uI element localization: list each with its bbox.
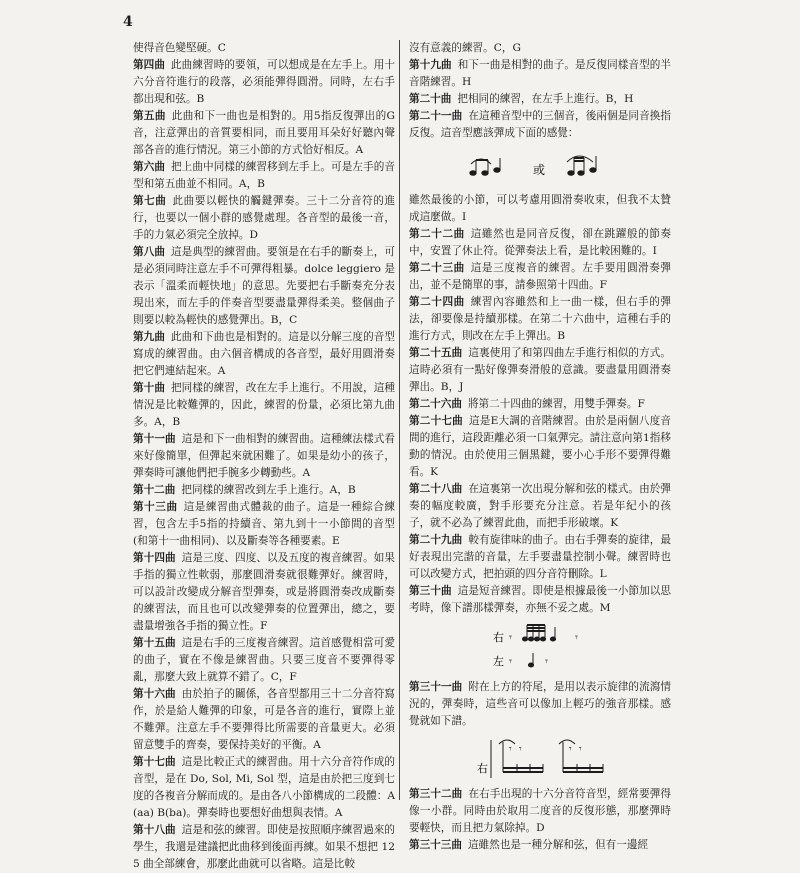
note-group-2 bbox=[567, 156, 596, 175]
column-divider bbox=[399, 40, 400, 800]
piece-number: 第二十三曲 bbox=[409, 262, 465, 274]
piece-number: 第四曲 bbox=[133, 59, 166, 71]
paragraph: 第十三曲 這是練習曲式體裁的曲子。這是一種綜合練習，包含左手5指的持續音、第九到十一小節間的音型(和第十一曲相同)、以及斷奏等各種要素。E bbox=[133, 501, 396, 547]
paragraph: 第八曲 這是典型的練習曲。要領是在右手的斷奏上，可是必須同時注意左手不可彈得粗暴。dolce leggiero 是表示「溫柔而輕快地」的意思。先要把右手斷奏充分表現出來，而左手的伴奏音型要盡量彈得柔美。整個曲子則要以較為輕快的感覺彈出。B，C bbox=[133, 246, 396, 326]
paragraph: 第四曲 此曲練習時的要領，可以想成是在左手上。用十六分音符進行的段落，必須能彈得圓滑。同時，左右手都出現和弦。B bbox=[133, 59, 396, 105]
paragraph: 第十一曲 這是和下一曲相對的練習曲。這種練法樣式看來好像簡單，但彈起來就困難了。如果是幼小的孩子，彈奏時可讓他們把手腕多少轉動些。A bbox=[133, 433, 396, 479]
piece-number: 第十五曲 bbox=[133, 637, 176, 649]
paragraph: 沒有意義的練習。C，G bbox=[409, 42, 521, 54]
paragraph: 第十五曲 這是右手的三度複音練習。這首感覺相當可愛的曲子，實在不像是練習曲。只要三度音不要彈得零亂，那麼大致上就算不錯了。C，F bbox=[133, 637, 396, 683]
page-number: 4 bbox=[123, 14, 133, 30]
piece-number: 第二十曲 bbox=[409, 93, 452, 105]
piece-number: 第十一曲 bbox=[133, 433, 176, 445]
paragraph: 第二十曲 把相同的練習，在左手上進行。B，H bbox=[409, 93, 634, 105]
piece-number: 第五曲 bbox=[133, 110, 166, 122]
svg-text:𝄾: 𝄾 bbox=[579, 744, 582, 755]
piece-number: 第二十八曲 bbox=[409, 483, 463, 495]
paragraph: 第二十一曲 在這種音型中的三個音，後兩個是同音換指反復。這音型應該彈成下面的感覺： bbox=[409, 110, 672, 139]
paragraph: 第三十一曲 附在上方的符尾，是用以表示旋律的流瀉情況的，彈奏時，這些音可以像加上輕巧的強音那樣。感覺就如下譜。 bbox=[409, 681, 672, 727]
left-hand-notes bbox=[509, 653, 548, 668]
paragraph: 第三十三曲 這雖然也是一種分解和弦，但有一邊經 bbox=[409, 839, 649, 851]
piece-number: 第二十一曲 bbox=[409, 110, 463, 122]
piece-number: 第七曲 bbox=[133, 195, 167, 207]
piece-number: 第十二曲 bbox=[133, 484, 176, 496]
paragraph: 第十七曲 這是比較正式的練習曲。用十六分音符作成的音型，是在 Do, Sol, Mi, Sol 型，這是由於把三度到七度的各複音分解而成的。是由各八小節構成的二段體：A(aa) B(ba)。彈奏時也要想好曲想與表情。A bbox=[133, 756, 396, 819]
piece-number: 第六曲 bbox=[133, 161, 166, 173]
paragraph: 第十二曲 把同樣的練習改到左手上進行。A，B bbox=[133, 484, 356, 496]
paragraph: 第十九曲 和下一曲是相對的曲子。是反復同樣音型的半音階練習。H bbox=[409, 59, 672, 88]
svg-text:𝄾: 𝄾 bbox=[509, 744, 512, 755]
piece-number: 第二十五曲 bbox=[409, 347, 463, 359]
piece-number: 第三十一曲 bbox=[409, 681, 463, 693]
paragraph: 第七曲 此曲要以輕快的觸鍵彈奏。三十二分音符的進行，也要以一個小群的感覺處理。各音型的最後一音，手的力氣必須完全放掉。D bbox=[133, 195, 396, 241]
piece-number: 第三十曲 bbox=[409, 585, 452, 597]
piece-number: 第十九曲 bbox=[409, 59, 452, 71]
paragraph: 第三十二曲 在右手出現的十六分音符音型，經常要彈得像一小群。同時由於取用二度音的反復形態，那麼彈時要輕快，而且把力氣除掉。D bbox=[409, 788, 672, 834]
paragraph: 第十曲 把同樣的練習，改在左手上進行。不用說，這種情況是比較難彈的，因此，練習的份量，必須比第九曲多。A，B bbox=[133, 382, 396, 428]
piece-number: 第二十七曲 bbox=[409, 415, 463, 427]
or-label: 或 bbox=[533, 163, 546, 177]
note-group-1 bbox=[470, 158, 500, 175]
rest-symbol: 𝄾 bbox=[545, 655, 548, 668]
piece-number: 第十四曲 bbox=[133, 552, 176, 564]
piece-number: 第十曲 bbox=[133, 382, 166, 394]
piece-number: 第三十三曲 bbox=[409, 839, 462, 851]
music-notation-figure bbox=[409, 734, 671, 780]
paragraph: 第二十六曲 將第二十四曲的練習，用雙手彈奏。F bbox=[409, 398, 645, 410]
rest-symbol: 𝄾 bbox=[575, 631, 578, 644]
right-hand-label: 右 bbox=[477, 762, 488, 775]
paragraph: 第二十九曲 較有旋律味的曲子。由右手彈奏的旋律，最好表現出完諧的音量，左手要盡量控制小聲。練習時也可以改變方式，把拍頭的四分音符刪除。L bbox=[409, 534, 672, 580]
music-example-repeated-notes bbox=[409, 146, 671, 186]
paragraph: 第十八曲 這是和弦的練習。即使是按照順序練習過來的學生，我還是建議把此曲移到後面再練。如果不想把 125 曲全部練會，那麼此曲就可以省略。這是比較 bbox=[133, 824, 396, 870]
piece-number: 第八曲 bbox=[133, 246, 166, 258]
music-notation-figure bbox=[409, 621, 671, 673]
paragraph: 第六曲 把上曲中同樣的練習移到左手上。可是左手的音型和第五曲並不相同。A，B bbox=[133, 161, 396, 190]
paragraph: 第十四曲 這是三度、四度、以及五度的複音練習。如果手指的獨立性軟弱，那麼圓滑奏就很難彈好。練習時，可以設計改變成分解音型彈奏，或是將圓滑奏改成斷奏的練習法，而且也可以改變彈奏的位置彈出，總之，要盡量增強各手指的獨立性。F bbox=[133, 552, 396, 632]
paragraph: 雖然最後的小節，可以考慮用圓滑奏收束，但我不太贊成這麼做。I bbox=[409, 194, 671, 223]
svg-text:𝄾: 𝄾 bbox=[569, 744, 572, 755]
paragraph: 第二十八曲 在這裏第一次出現分解和弦的樣式。由於彈奏的幅度較廣，對手形要充分注意。若是年紀小的孩子，就不必為了練習此曲，而把手形破壞。K bbox=[409, 483, 672, 529]
piece-number: 第十三曲 bbox=[133, 501, 178, 513]
left-column bbox=[133, 40, 395, 873]
right-column bbox=[409, 40, 671, 854]
svg-text:𝄾: 𝄾 bbox=[519, 744, 522, 755]
paragraph: 第二十三曲 這是三度複音的練習。左手要用圓滑奏彈出，並不是簡單的事，請參照第十四曲。F bbox=[409, 262, 672, 291]
piece-number: 第十七曲 bbox=[133, 756, 176, 768]
piece-number: 第二十二曲 bbox=[409, 228, 465, 240]
piece-number: 第二十九曲 bbox=[409, 534, 463, 546]
rest-symbol: 𝄾 bbox=[509, 655, 512, 668]
music-example-melody-stems bbox=[409, 734, 671, 780]
piece-number: 第十六曲 bbox=[133, 688, 176, 700]
paragraph: 第五曲 此曲和下一曲也是相對的。用5指反復彈出的G音，注意彈出的音質要相同，而且要用耳朵好好聽內聲部各音的進行情況。第三小節的方式恰好相反。A bbox=[133, 110, 396, 156]
paragraph: 第二十二曲 這雖然也是同音反復，卻在跳躍般的節奏中，安置了休止符。從彈奏法上看，是比較困難的。I bbox=[409, 228, 672, 257]
piece-number: 第九曲 bbox=[133, 331, 166, 343]
paragraph: 第九曲 此曲和下曲也是相對的。這是以分解三度的音型寫成的練習曲。由六個音構成的各音型，最好用圓滑奏把它們連結起來。A bbox=[133, 331, 396, 377]
left-hand-label: 左 bbox=[493, 655, 504, 668]
music-example-short-notes bbox=[409, 621, 671, 673]
right-hand-label: 右 bbox=[493, 631, 504, 644]
paragraph: 第二十七曲 這是E大調的音階練習。由於是兩個八度音間的進行，這段距離必須一口氣彈完。請注意向第1指移動的情況。由於使用三個黑鍵，要小心手形不要彈得難看。K bbox=[409, 415, 672, 478]
melody-notes bbox=[499, 740, 603, 772]
paragraph: 第三十曲 這是短音練習。即使是根據最後一小節加以思考時，像下譜那樣彈奏，亦無不妥之處。M bbox=[409, 585, 672, 614]
paragraph: 第十六曲 由於拍子的關係，各音型都用三十二分音符寫作，於是給人難彈的印象，可是各音的進行，實際上並不難彈。注意左手不要彈得比所需要的音量更大。必須留意雙手的齊奏，要保持美好的平衡。A bbox=[133, 688, 396, 751]
paragraph: 第二十四曲 練習內容雖然和上一曲一樣，但右手的彈法，卻要像是持續那樣。在第二十六曲中，這種右手的進行方式，則改在左手上彈出。B bbox=[409, 296, 672, 342]
piece-number: 第二十六曲 bbox=[409, 398, 462, 410]
rest-symbol: 𝄾 bbox=[509, 631, 512, 644]
paragraph: 第二十五曲 這裏使用了和第四曲左手進行相似的方式。這時必須有一點好像彈奏滑般的意識。要盡量用圓滑奏彈出。B，J bbox=[409, 347, 672, 393]
piece-number: 第二十四曲 bbox=[409, 296, 465, 308]
right-hand-notes bbox=[509, 625, 578, 644]
piece-number: 第三十二曲 bbox=[409, 788, 463, 800]
paragraph: 使得音色變堅硬。C bbox=[133, 42, 226, 54]
music-notation-figure bbox=[409, 146, 671, 186]
piece-number: 第十八曲 bbox=[133, 824, 176, 836]
